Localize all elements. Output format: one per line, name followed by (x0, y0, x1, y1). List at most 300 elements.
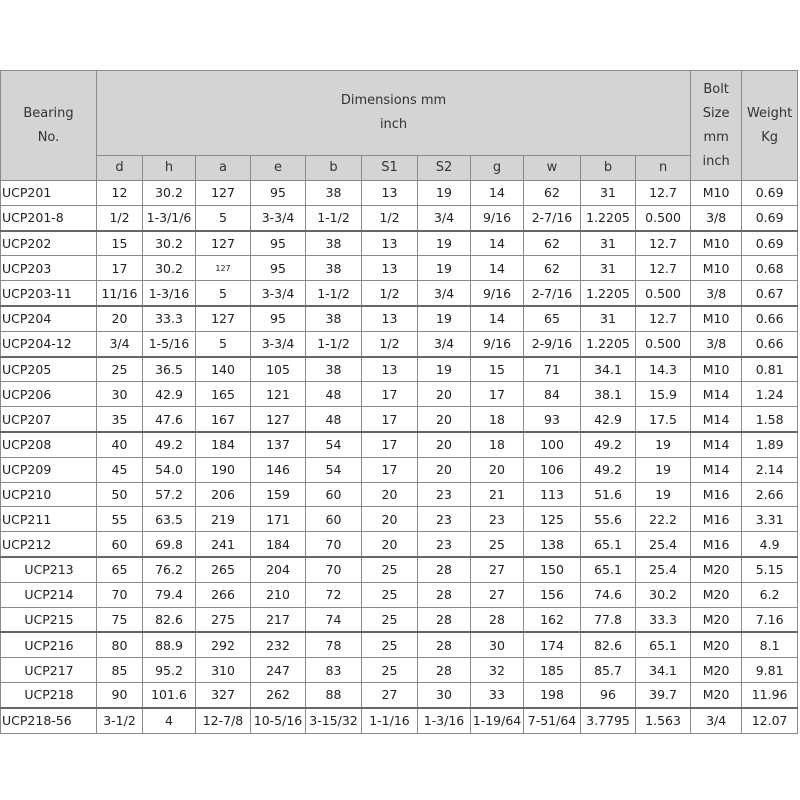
dimension-cell: 85 (97, 658, 143, 683)
dimension-cell: 20 (418, 432, 471, 457)
dimension-cell: 28 (418, 557, 471, 582)
bolt-size-cell: M10 (691, 256, 742, 281)
dimension-cell: 9/16 (471, 281, 524, 306)
dimension-cell: 25 (362, 632, 418, 657)
dimension-cell: 93 (524, 407, 581, 432)
dimension-cell: 95.2 (143, 658, 196, 683)
bearing-no-cell: UCP208 (1, 432, 97, 457)
dimension-cell: 65 (97, 557, 143, 582)
dimension-cell: 20 (418, 382, 471, 407)
dimension-cell: 140 (196, 357, 251, 382)
bearing-no-cell: UCP205 (1, 357, 97, 382)
dimension-cell: 77.8 (581, 607, 636, 632)
dimension-cell: 9/16 (471, 331, 524, 356)
dimension-cell: 13 (362, 181, 418, 206)
dimension-cell: 65 (524, 306, 581, 331)
dimension-cell: 39.7 (636, 682, 691, 707)
dimension-cell: 25.4 (636, 532, 691, 557)
bearing-header-line: No. (37, 129, 60, 145)
dimension-cell: 38 (306, 256, 362, 281)
dimension-col-header: w (524, 156, 581, 181)
table-row (1, 432, 798, 457)
bolt-size-cell: M10 (691, 306, 742, 331)
weight-cell: 3.31 (742, 507, 798, 532)
bolt-size-cell: M14 (691, 432, 742, 457)
dimension-cell: 70 (306, 532, 362, 557)
dimension-cell: 204 (251, 557, 306, 582)
table-row (1, 682, 798, 707)
dimension-cell: 20 (362, 482, 418, 507)
dimension-cell: 25 (471, 532, 524, 557)
dimension-cell: 265 (196, 557, 251, 582)
dimension-cell: 17 (362, 407, 418, 432)
dimension-cell: 17 (362, 382, 418, 407)
weight-cell: 0.69 (742, 231, 798, 256)
dimension-cell: 1/2 (97, 205, 143, 230)
dimension-cell: 30.2 (636, 582, 691, 607)
weight-cell: 1.24 (742, 382, 798, 407)
bolt-size-cell: M10 (691, 231, 742, 256)
table-row (1, 632, 798, 657)
bearing-no-cell: UCP211 (1, 507, 97, 532)
dimension-cell: 33 (471, 682, 524, 707)
dimension-cell: 11/16 (97, 281, 143, 306)
dimension-col-header: b (581, 156, 636, 181)
bolt-size-header (691, 71, 742, 181)
dimension-cell: 3-3/4 (251, 331, 306, 356)
dimension-cell: 28 (418, 582, 471, 607)
dimension-cell: 25 (362, 658, 418, 683)
dimension-cell: 32 (471, 658, 524, 683)
bearing-no-cell: UCP217 (1, 658, 97, 683)
dimension-cell: 1-1/2 (306, 331, 362, 356)
dimension-cell: 28 (418, 658, 471, 683)
bolt-size-cell: M20 (691, 658, 742, 683)
dimension-col-header: b (306, 156, 362, 181)
dimension-cell: 12.7 (636, 306, 691, 331)
dimension-cell: 30 (471, 632, 524, 657)
dimension-cell: 54 (306, 432, 362, 457)
table-row (1, 532, 798, 557)
bolt-size-cell: M10 (691, 357, 742, 382)
dimension-cell: 12.7 (636, 256, 691, 281)
weight-cell: 0.81 (742, 357, 798, 382)
dimension-cell: 62 (524, 256, 581, 281)
dimension-cell: 22.2 (636, 507, 691, 532)
bearing-no-cell: UCP210 (1, 482, 97, 507)
dimension-col-header: a (196, 156, 251, 181)
dimension-cell: 49.2 (581, 432, 636, 457)
weight-cell: 2.14 (742, 457, 798, 482)
dimension-col-header: h (143, 156, 196, 181)
weight-cell: 6.2 (742, 582, 798, 607)
dimension-cell: 20 (418, 407, 471, 432)
dimension-cell: 3/4 (418, 331, 471, 356)
bolt-header-line: Size (702, 105, 730, 121)
weight-cell: 0.69 (742, 205, 798, 230)
dimension-cell: 23 (471, 507, 524, 532)
dimension-cell: 85.7 (581, 658, 636, 683)
dimension-cell: 23 (418, 482, 471, 507)
bearing-spec-table (0, 70, 798, 734)
weight-cell: 12.07 (742, 708, 798, 733)
dimension-cell: 75 (97, 607, 143, 632)
dimension-cell: 27 (471, 582, 524, 607)
dimension-cell: 65.1 (581, 557, 636, 582)
dimension-cell: 48 (306, 382, 362, 407)
dimension-col-header: d (97, 156, 143, 181)
dimension-cell: 1/2 (362, 205, 418, 230)
dimension-col-header: e (251, 156, 306, 181)
bolt-size-cell: 3/4 (691, 708, 742, 733)
dimension-cell: 2-9/16 (524, 331, 581, 356)
dimension-cell: 95 (251, 181, 306, 206)
bolt-header-line: mm (703, 129, 729, 145)
dimension-cell: 13 (362, 306, 418, 331)
dimension-cell: 74.6 (581, 582, 636, 607)
weight-header-line: Weight (746, 105, 793, 121)
dimension-cell: 54 (306, 457, 362, 482)
bearing-header-line: Bearing (23, 105, 74, 121)
bearing-no-cell: UCP202 (1, 231, 97, 256)
dimension-cell: 25 (97, 357, 143, 382)
dimension-cell: 14 (471, 256, 524, 281)
dimension-cell: 190 (196, 457, 251, 482)
dimension-cell: 51.6 (581, 482, 636, 507)
dimension-cell: 1-3/16 (418, 708, 471, 733)
weight-cell: 2.66 (742, 482, 798, 507)
dimension-cell: 25.4 (636, 557, 691, 582)
weight-cell: 0.66 (742, 306, 798, 331)
dimension-col-header: n (636, 156, 691, 181)
dimension-cell: 17.5 (636, 407, 691, 432)
dimension-cell: 5 (196, 205, 251, 230)
dimension-cell: 19 (636, 432, 691, 457)
dimension-cell: 55 (97, 507, 143, 532)
dimension-cell: 13 (362, 256, 418, 281)
bearing-no-cell: UCP214 (1, 582, 97, 607)
dimension-cell: 50 (97, 482, 143, 507)
dimension-col-header: S1 (362, 156, 418, 181)
dimension-cell: 156 (524, 582, 581, 607)
weight-cell: 0.66 (742, 331, 798, 356)
dimension-cell: 127 (196, 306, 251, 331)
dimension-cell: 162 (524, 607, 581, 632)
bolt-size-cell: M20 (691, 607, 742, 632)
dimension-cell: 35 (97, 407, 143, 432)
dimension-cell: 171 (251, 507, 306, 532)
bearing-no-cell: UCP207 (1, 407, 97, 432)
dimension-cell: 7-51/64 (524, 708, 581, 733)
bearing-no-cell: UCP216 (1, 632, 97, 657)
dimension-cell: 1.563 (636, 708, 691, 733)
bearing-no-cell: UCP203 (1, 256, 97, 281)
dimension-cell: 95 (251, 306, 306, 331)
bearing-no-cell: UCP213 (1, 557, 97, 582)
dimension-cell: 247 (251, 658, 306, 683)
dimension-cell: 1-1/2 (306, 281, 362, 306)
dimension-cell: 95 (251, 256, 306, 281)
dimension-cell: 100 (524, 432, 581, 457)
dimension-cell: 137 (251, 432, 306, 457)
dimension-cell: 19 (636, 457, 691, 482)
dimension-cell: 1/2 (362, 281, 418, 306)
dimension-cell: 18 (471, 407, 524, 432)
dimension-cell: 292 (196, 632, 251, 657)
dimension-cell: 1/2 (362, 331, 418, 356)
table-row (1, 382, 798, 407)
dimension-cell: 25 (362, 582, 418, 607)
dimension-cell: 38.1 (581, 382, 636, 407)
dimension-cell: 1.2205 (581, 205, 636, 230)
dimension-cell: 47.6 (143, 407, 196, 432)
dimension-cell: 217 (251, 607, 306, 632)
dimension-cell: 275 (196, 607, 251, 632)
dimension-cell: 38 (306, 357, 362, 382)
table-row (1, 407, 798, 432)
dimension-cell: 82.6 (581, 632, 636, 657)
dimension-cell: 327 (196, 682, 251, 707)
bearing-no-cell: UCP201 (1, 181, 97, 206)
dimension-cell: 40 (97, 432, 143, 457)
dimension-cell: 184 (196, 432, 251, 457)
dimension-cell: 127 (196, 256, 251, 281)
bolt-size-cell: M16 (691, 507, 742, 532)
dimension-subheader-row (1, 156, 798, 181)
weight-cell: 5.15 (742, 557, 798, 582)
table-row (1, 658, 798, 683)
dimension-cell: 49.2 (143, 432, 196, 457)
dimension-cell: 210 (251, 582, 306, 607)
dimension-cell: 184 (251, 532, 306, 557)
dimension-cell: 12.7 (636, 231, 691, 256)
dimension-cell: 31 (581, 306, 636, 331)
weight-cell: 0.67 (742, 281, 798, 306)
dimension-cell: 38 (306, 181, 362, 206)
bolt-size-cell: 3/8 (691, 205, 742, 230)
bearing-no-cell: UCP204-12 (1, 331, 97, 356)
dimension-cell: 0.500 (636, 205, 691, 230)
dimension-cell: 198 (524, 682, 581, 707)
table-row (1, 181, 798, 206)
dimension-cell: 88.9 (143, 632, 196, 657)
table-row (1, 582, 798, 607)
bearing-no-cell: UCP206 (1, 382, 97, 407)
bolt-size-cell: 3/8 (691, 281, 742, 306)
table-row (1, 231, 798, 256)
dimension-cell: 13 (362, 357, 418, 382)
bearing-no-cell: UCP218 (1, 682, 97, 707)
dimension-cell: 185 (524, 658, 581, 683)
dimension-cell: 4 (143, 708, 196, 733)
bearing-no-cell: UCP204 (1, 306, 97, 331)
dimension-cell: 19 (418, 306, 471, 331)
dimension-cell: 65.1 (581, 532, 636, 557)
dimension-cell: 17 (362, 457, 418, 482)
dimension-cell: 3/4 (97, 331, 143, 356)
dimension-cell: 65.1 (636, 632, 691, 657)
dimension-cell: 48 (306, 407, 362, 432)
dimension-cell: 14 (471, 231, 524, 256)
dimensions-header-line: inch (379, 117, 408, 132)
dimension-cell: 14 (471, 181, 524, 206)
dimension-cell: 30.2 (143, 181, 196, 206)
dimension-cell: 3-3/4 (251, 205, 306, 230)
dimension-cell: 105 (251, 357, 306, 382)
dimension-cell: 33.3 (636, 607, 691, 632)
bearing-no-header (1, 71, 97, 181)
dimension-cell: 20 (471, 457, 524, 482)
dimension-cell: 38 (306, 306, 362, 331)
dimension-cell: 60 (306, 482, 362, 507)
dimension-cell: 20 (97, 306, 143, 331)
dimension-cell: 101.6 (143, 682, 196, 707)
dimension-cell: 20 (362, 507, 418, 532)
table-row (1, 708, 798, 733)
table-row (1, 281, 798, 306)
dimension-cell: 17 (362, 432, 418, 457)
dimension-cell: 241 (196, 532, 251, 557)
dimension-cell: 1-1/16 (362, 708, 418, 733)
dimension-cell: 1-1/2 (306, 205, 362, 230)
dimension-cell: 15 (97, 231, 143, 256)
weight-cell: 8.1 (742, 632, 798, 657)
dimension-cell: 80 (97, 632, 143, 657)
dimension-cell: 167 (196, 407, 251, 432)
dimension-cell: 95 (251, 231, 306, 256)
dimension-cell: 63.5 (143, 507, 196, 532)
dimension-cell: 19 (418, 231, 471, 256)
weight-cell: 0.68 (742, 256, 798, 281)
table-body (1, 181, 798, 734)
weight-cell: 9.81 (742, 658, 798, 683)
dimension-cell: 70 (306, 557, 362, 582)
dimension-cell: 2-7/16 (524, 281, 581, 306)
dimension-cell: 113 (524, 482, 581, 507)
dimension-cell: 0.500 (636, 281, 691, 306)
table-row (1, 507, 798, 532)
dimension-cell: 62 (524, 181, 581, 206)
dimension-cell: 42.9 (581, 407, 636, 432)
dimension-cell: 125 (524, 507, 581, 532)
dimension-cell: 232 (251, 632, 306, 657)
dimension-cell: 1-3/1/6 (143, 205, 196, 230)
dimension-cell: 25 (362, 607, 418, 632)
dimension-cell: 33.3 (143, 306, 196, 331)
dimension-cell: 82.6 (143, 607, 196, 632)
dimension-cell: 62 (524, 231, 581, 256)
dimension-cell: 30 (97, 382, 143, 407)
dimension-cell: 3.7795 (581, 708, 636, 733)
table-row (1, 607, 798, 632)
dimension-cell: 18 (471, 432, 524, 457)
dimension-cell: 15.9 (636, 382, 691, 407)
dimension-cell: 150 (524, 557, 581, 582)
dimension-cell: 165 (196, 382, 251, 407)
dimension-cell: 121 (251, 382, 306, 407)
dimension-cell: 23 (418, 532, 471, 557)
dimension-cell: 30 (418, 682, 471, 707)
dimension-cell: 219 (196, 507, 251, 532)
bearing-no-cell: UCP201-8 (1, 205, 97, 230)
dimension-cell: 1-3/16 (143, 281, 196, 306)
dimension-cell: 17 (471, 382, 524, 407)
dimension-cell: 71 (524, 357, 581, 382)
dimension-cell: 174 (524, 632, 581, 657)
dimension-cell: 42.9 (143, 382, 196, 407)
bearing-no-cell: UCP203-11 (1, 281, 97, 306)
dimension-cell: 30.2 (143, 231, 196, 256)
dimension-cell: 34.1 (636, 658, 691, 683)
dimension-cell: 310 (196, 658, 251, 683)
dimension-cell: 10-5/16 (251, 708, 306, 733)
dimension-cell: 36.5 (143, 357, 196, 382)
dimension-cell: 69.8 (143, 532, 196, 557)
dimension-cell: 20 (418, 457, 471, 482)
table-row (1, 331, 798, 356)
bolt-size-cell: M16 (691, 532, 742, 557)
bolt-size-cell: M14 (691, 382, 742, 407)
dimension-cell: 83 (306, 658, 362, 683)
dimension-cell: 21 (471, 482, 524, 507)
bolt-size-cell: M16 (691, 482, 742, 507)
dimension-cell: 38 (306, 231, 362, 256)
dimension-cell: 34.1 (581, 357, 636, 382)
dimension-cell: 138 (524, 532, 581, 557)
dimension-cell: 5 (196, 331, 251, 356)
weight-header-line: Kg (761, 129, 779, 145)
bolt-size-cell: M20 (691, 557, 742, 582)
dimension-cell: 28 (418, 632, 471, 657)
dimension-cell: 72 (306, 582, 362, 607)
dimension-cell: 5 (196, 281, 251, 306)
bolt-size-cell: M20 (691, 632, 742, 657)
dimension-cell: 23 (418, 507, 471, 532)
dimension-cell: 159 (251, 482, 306, 507)
weight-cell: 1.89 (742, 432, 798, 457)
weight-cell: 7.16 (742, 607, 798, 632)
dimensions-header (97, 71, 691, 156)
weight-cell: 0.69 (742, 181, 798, 206)
table-row (1, 557, 798, 582)
dimension-cell: 74 (306, 607, 362, 632)
dimension-cell: 14 (471, 306, 524, 331)
bearing-no-cell: UCP215 (1, 607, 97, 632)
dimension-cell: 45 (97, 457, 143, 482)
dimension-cell: 28 (418, 607, 471, 632)
dimension-cell: 266 (196, 582, 251, 607)
dimension-cell: 1.2205 (581, 331, 636, 356)
dimension-col-header: g (471, 156, 524, 181)
bolt-size-cell: M14 (691, 407, 742, 432)
dimension-cell: 2-7/16 (524, 205, 581, 230)
table-row (1, 482, 798, 507)
dimension-cell: 25 (362, 557, 418, 582)
dimension-cell: 206 (196, 482, 251, 507)
dimension-cell: 57.2 (143, 482, 196, 507)
bolt-header-line: inch (702, 153, 730, 169)
bolt-header-line: Bolt (703, 81, 729, 97)
dimension-cell: 84 (524, 382, 581, 407)
dimension-cell: 79.4 (143, 582, 196, 607)
dimension-cell: 127 (196, 181, 251, 206)
dimension-cell: 3-15/32 (306, 708, 362, 733)
dimension-cell: 90 (97, 682, 143, 707)
weight-cell: 1.58 (742, 407, 798, 432)
table-row (1, 357, 798, 382)
bolt-size-cell: 3/8 (691, 331, 742, 356)
dimension-cell: 54.0 (143, 457, 196, 482)
